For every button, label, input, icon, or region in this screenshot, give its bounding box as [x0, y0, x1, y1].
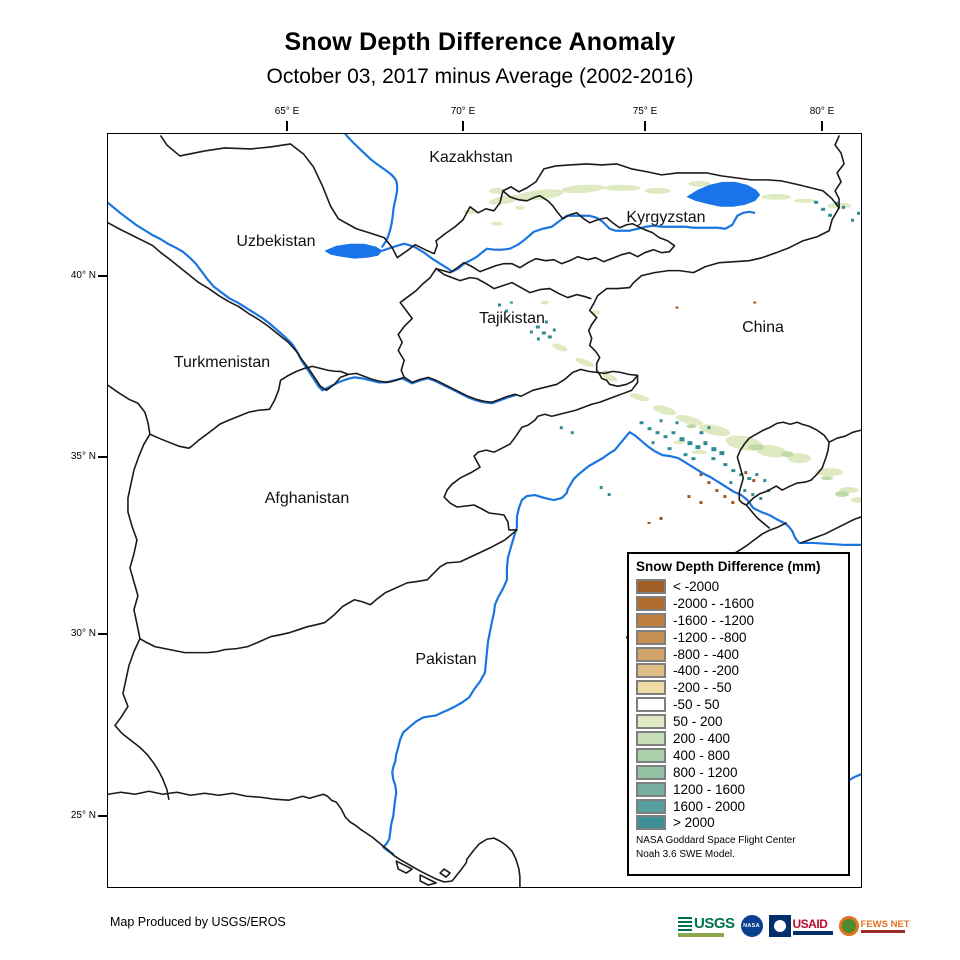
label-china: China — [742, 319, 784, 336]
usaid-logo — [769, 915, 833, 937]
legend-note-line1: NASA Goddard Space Flight Center — [636, 835, 796, 847]
legend-label: -400 - -200 — [673, 663, 740, 679]
legend-row — [636, 595, 841, 612]
legend-row — [636, 814, 841, 831]
label-pakistan: Pakistan — [415, 651, 477, 668]
border-iran-pak — [115, 639, 169, 800]
legend-row — [636, 646, 841, 663]
legend-swatch — [636, 680, 666, 695]
legend-label: -1600 - -1200 — [673, 612, 755, 628]
river-syr-darya-lower — [345, 134, 397, 247]
legend-label: 200 - 400 — [673, 730, 731, 746]
border-india-east — [801, 517, 861, 543]
border-turkmen-afghan — [150, 366, 348, 448]
legend-row — [636, 713, 841, 730]
usaid-tagline-bar — [793, 931, 833, 935]
map-title: Snow Depth Difference Anomaly — [284, 28, 676, 56]
label-tajikistan: Tajikistan — [479, 310, 545, 327]
usgs-tagline-bar — [678, 933, 724, 937]
usgs-logo-text: USGS — [694, 915, 735, 932]
tick-label-30n: 30° N — [70, 628, 96, 639]
usgs-wave-icon — [678, 917, 692, 931]
legend-row — [636, 781, 841, 798]
legend-label: 1200 - 1600 — [673, 781, 746, 797]
tick-label-40n: 40° N — [70, 270, 96, 281]
legend-note-line2: Noah 3.6 SWE Model. — [636, 849, 735, 861]
border-iran-afghan — [128, 434, 150, 638]
tick-mark-65e — [286, 121, 288, 131]
tick-mark-40n — [98, 275, 107, 277]
legend-label: -200 - -50 — [673, 680, 732, 696]
legend-swatch — [636, 613, 666, 628]
legend-row — [636, 798, 841, 815]
legend-swatch — [636, 765, 666, 780]
credit-text: Map Produced by USGS/EROS — [110, 915, 286, 929]
legend-row — [636, 578, 841, 595]
usgs-logo — [678, 915, 735, 937]
label-afghanistan: Afghanistan — [264, 490, 350, 507]
border-durand-line — [140, 530, 517, 653]
legend-row — [636, 612, 841, 629]
legend-swatch — [636, 579, 666, 594]
legend-label: 1600 - 2000 — [673, 798, 746, 814]
legend-label: > 2000 — [673, 815, 715, 831]
fewsnet-tagline-bar — [861, 930, 905, 933]
legend-swatch — [636, 647, 666, 662]
tick-label-75e: 75° E — [632, 106, 658, 117]
border-china-northeast — [835, 136, 844, 208]
nasa-logo: NASA — [741, 915, 763, 937]
legend-title: Snow Depth Difference (mm) — [636, 559, 821, 574]
map-subtitle: October 03, 2017 minus Average (2002-2016) — [266, 65, 694, 88]
border-turkmen-iran — [108, 385, 150, 434]
legend-label: -2000 - -1600 — [673, 595, 755, 611]
fewsnet-logo-text: FEWS NET — [860, 919, 910, 930]
fewsnet-logo — [839, 916, 910, 936]
legend-row — [636, 747, 841, 764]
legend-swatch — [636, 799, 666, 814]
legend-row — [636, 679, 841, 696]
usaid-logo-text: USAID — [792, 917, 828, 932]
label-kazakhstan: Kazakhstan — [429, 149, 513, 166]
label-turkmenistan: Turkmenistan — [173, 354, 271, 371]
legend-swatch — [636, 748, 666, 763]
legend-label: -50 - 50 — [673, 697, 720, 713]
legend-row — [636, 662, 841, 679]
legend-swatch — [636, 815, 666, 830]
tick-label-80e: 80° E — [809, 106, 835, 117]
usaid-seal-icon — [769, 915, 791, 937]
tick-label-70e: 70° E — [450, 106, 476, 117]
legend-swatch — [636, 663, 666, 678]
legend-swatch — [636, 782, 666, 797]
tick-mark-75e — [644, 121, 646, 131]
legend-label: < -2000 — [673, 578, 720, 594]
legend-label: -1200 - -800 — [673, 629, 747, 645]
border-tajik-kyrgyz — [436, 269, 591, 299]
legend-swatch — [636, 697, 666, 712]
tick-mark-30n — [98, 633, 107, 635]
border-afghan-north — [348, 369, 637, 402]
fewsnet-globe-icon — [839, 916, 859, 936]
legend-row — [636, 629, 841, 646]
legend-note — [636, 834, 841, 862]
border-china-india-east — [829, 430, 861, 442]
legend-swatch — [636, 714, 666, 729]
legend-swatch — [636, 731, 666, 746]
legend-row — [636, 696, 841, 713]
legend-label: 400 - 800 — [673, 747, 731, 763]
legend-label: -800 - -400 — [673, 646, 740, 662]
legend-label: 50 - 200 — [673, 714, 723, 730]
tick-label-25n: 25° N — [70, 810, 96, 821]
tick-mark-70e — [462, 121, 464, 131]
tick-label-35n: 35° N — [70, 451, 96, 462]
lake-chardara-reservoir — [324, 244, 382, 259]
border-uzbek-tajik-west — [398, 269, 436, 378]
legend-swatch — [636, 596, 666, 611]
legend-row — [636, 764, 841, 781]
tick-mark-25n — [98, 815, 107, 817]
legend-label: 800 - 1200 — [673, 764, 738, 780]
label-uzbekistan: Uzbekistan — [236, 233, 316, 250]
tick-mark-35n — [98, 456, 107, 458]
legend-swatch — [636, 630, 666, 645]
coastline — [108, 791, 520, 887]
tick-label-65e: 65° E — [274, 106, 300, 117]
tick-mark-80e — [821, 121, 823, 131]
border-kyrgyz-china — [589, 208, 839, 381]
logo-row — [678, 911, 910, 941]
label-kyrgyzstan: Kyrgyzstan — [626, 209, 706, 226]
legend — [627, 552, 850, 876]
legend-row — [636, 730, 841, 747]
